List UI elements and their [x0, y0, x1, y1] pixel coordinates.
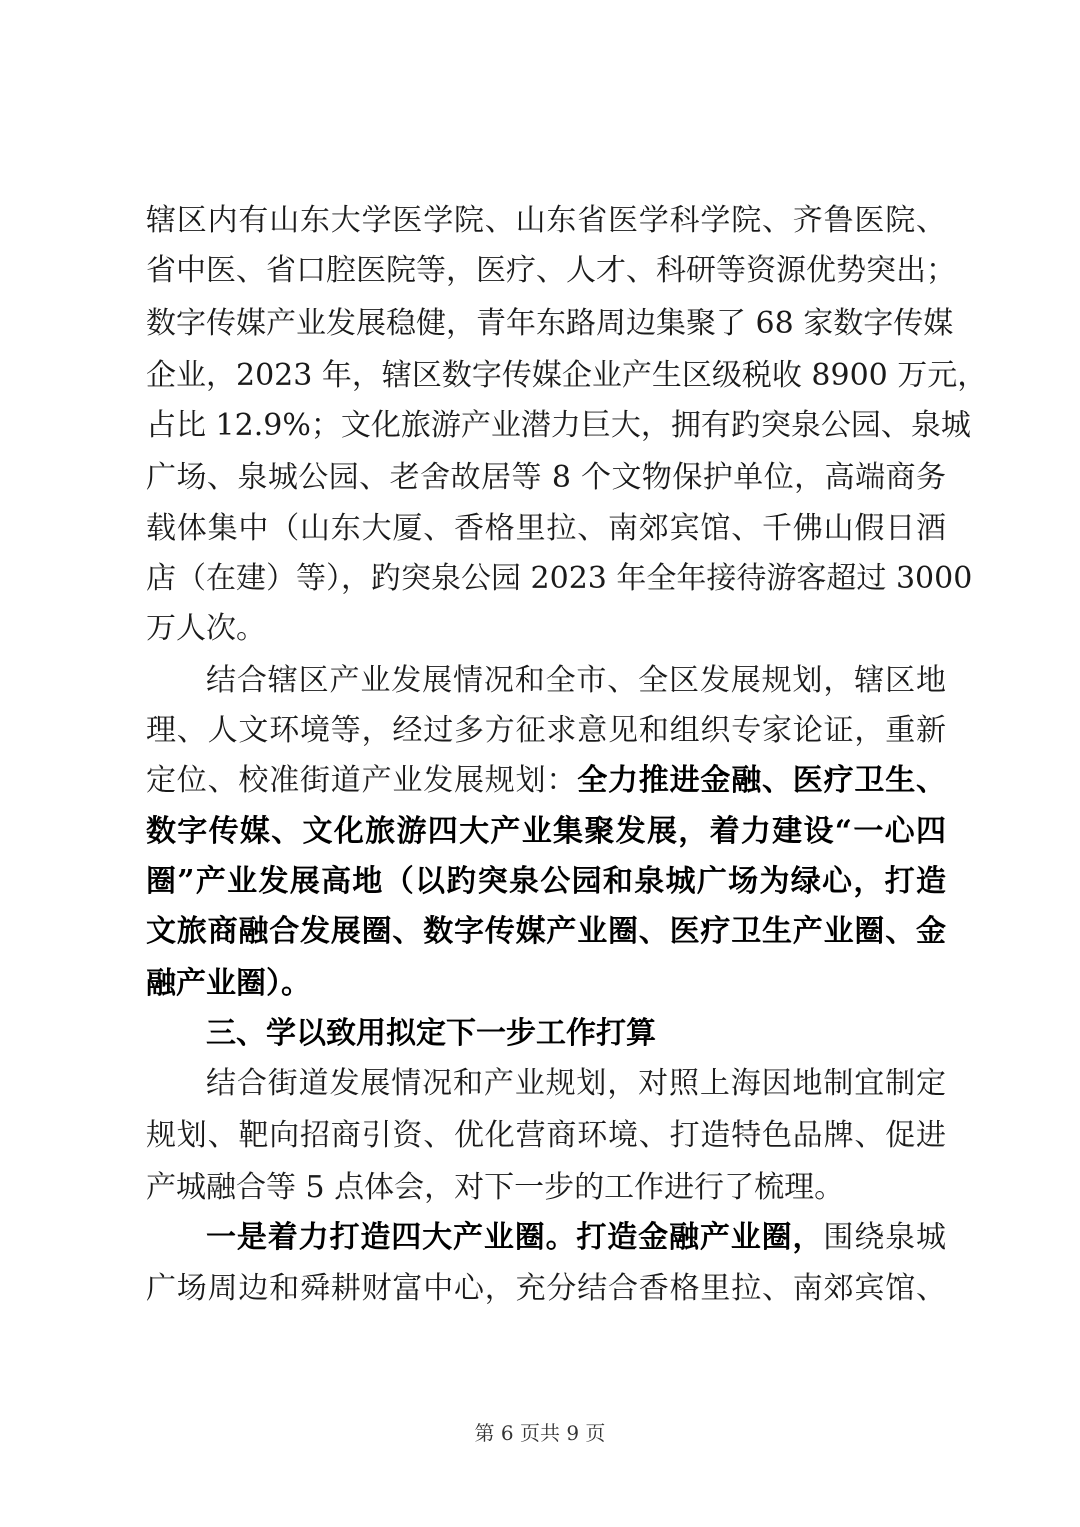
section-heading: 三、学以致用拟定下一步工作打算: [206, 1016, 656, 1051]
body-line: 一是着力打造四大产业圈。打造金融产业圈，围绕泉城: [206, 1220, 946, 1255]
body-line: 融产业圈）。: [146, 966, 311, 1001]
body-line: 企业，2023 年，辖区数字传媒企业产生区级税收 8900 万元，: [146, 358, 988, 393]
emphasis-text: 一是着力打造四大产业圈。打造金融产业圈，: [206, 1220, 824, 1255]
body-line: 文旅商融合发展圈、数字传媒产业圈、医疗卫生产业圈、金: [146, 914, 946, 949]
body-line: 定位、校准街道产业发展规划：全力推进金融、医疗卫生、: [146, 763, 947, 798]
body-line: 广场周边和舜耕财富中心，充分结合香格里拉、南郊宾馆、: [146, 1271, 946, 1306]
body-line: 结合街道发展情况和产业规划，对照上海因地制宜制定: [206, 1066, 946, 1101]
page-number: 第 6 页共 9 页: [474, 1421, 606, 1445]
body-line: 辖区内有山东大学医学院、山东省医学科学院、齐鲁医院、: [146, 203, 946, 238]
body-line: 万人次。: [146, 611, 266, 646]
body-line: 结合辖区产业发展情况和全市、全区发展规划，辖区地: [206, 663, 946, 698]
body-line: 广场、泉城公园、老舍故居等 8 个文物保护单位，高端商务: [146, 460, 946, 495]
body-line: 理、人文环境等，经过多方征求意见和组织专家论证，重新: [146, 713, 946, 748]
body-line: 省中医、省口腔医院等，医疗、人才、科研等资源优势突出；: [146, 253, 956, 288]
body-line: 产城融合等 5 点体会，对下一步的工作进行了梳理。: [146, 1170, 845, 1205]
body-line: 规划、靶向招商引资、优化营商环境、打造特色品牌、促进: [146, 1118, 946, 1153]
body-line: 店（在建）等），趵突泉公园 2023 年全年接待游客超过 3000: [146, 561, 973, 596]
body-line: 载体集中（山东大厦、香格里拉、南郊宾馆、千佛山假日酒: [146, 511, 946, 546]
emphasis-text: 全力推进金融、医疗卫生、: [577, 763, 947, 798]
body-line: 圈”产业发展高地（以趵突泉公园和泉城广场为绿心，打造: [146, 864, 946, 899]
body-line: 数字传媒产业发展稳健，青年东路周边集聚了 68 家数字传媒: [146, 306, 954, 341]
body-line: 占比 12.9%；文化旅游产业潜力巨大，拥有趵突泉公园、泉城: [146, 408, 971, 443]
body-line: 数字传媒、文化旅游四大产业集聚发展，着力建设“一心四: [146, 814, 946, 849]
